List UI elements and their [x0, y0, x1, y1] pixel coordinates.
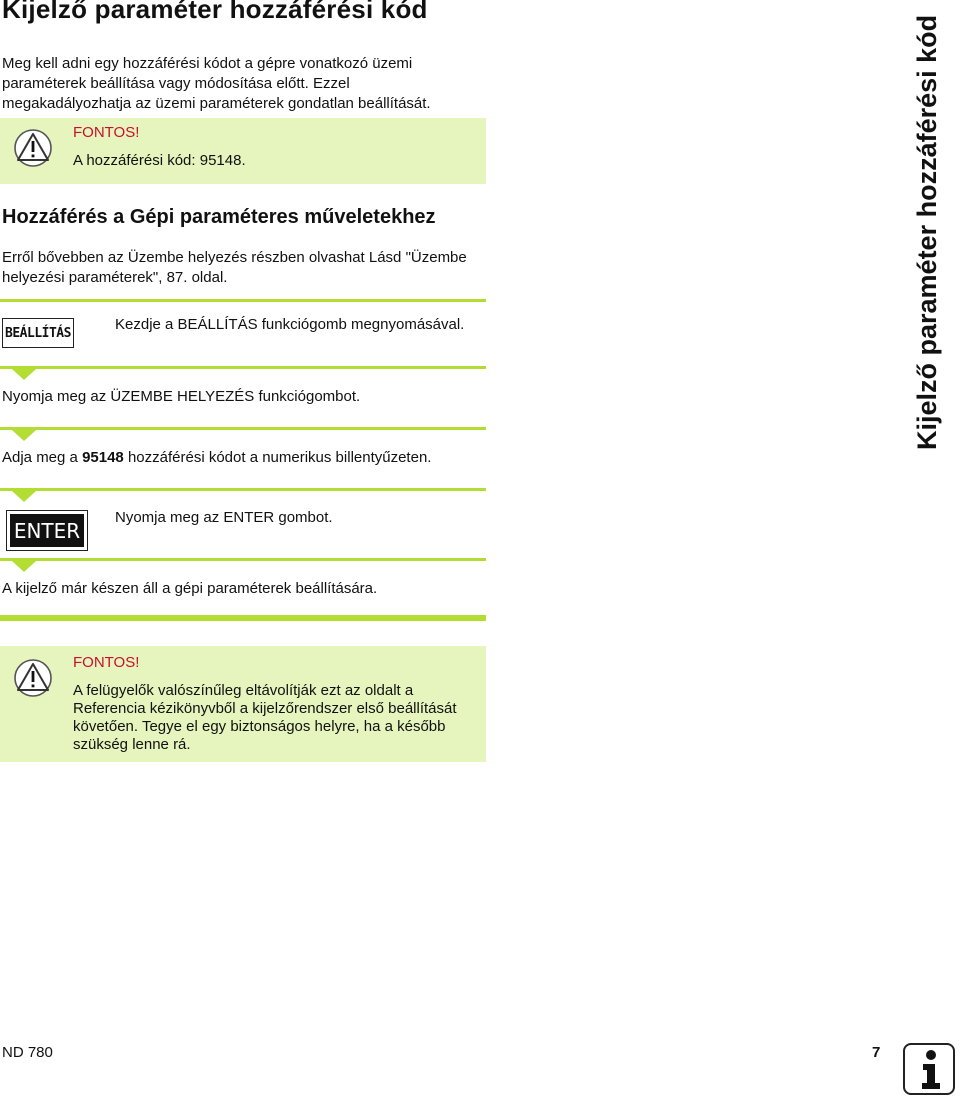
step-arrow-icon — [12, 369, 36, 380]
note-text: A hozzáférési kód: 95148. — [73, 152, 246, 169]
note-line: Referencia kézikönyvből a kijelzőrendszer első beállítását — [73, 700, 457, 717]
result-text: A kijelző már készen áll a gépi paraméterek beállítására. — [2, 580, 378, 597]
section-intro — [2, 248, 488, 288]
step-3-suffix: hozzáférési kódot a numerikus billentyűzeten. — [127, 449, 432, 466]
page-number: 7 — [872, 1044, 881, 1061]
section-intro-line: helyezési paraméterek", 87. oldal. — [2, 269, 228, 286]
enter-key[interactable] — [6, 510, 88, 551]
setup-softkey-label: BEÁLLÍTÁS — [5, 325, 71, 341]
step-divider — [0, 366, 486, 369]
step-divider — [0, 299, 486, 302]
intro-line: paraméterek beállítása vagy módosítása előtt. Ezzel — [2, 75, 350, 92]
step-4-text: Nyomja meg az ENTER gombot. — [115, 509, 333, 526]
page-title: Kijelző paraméter hozzáférési kód — [2, 0, 428, 24]
important-note-removal — [0, 646, 486, 762]
footer-product: ND 780 — [2, 1044, 53, 1061]
step-3-prefix: Adja meg a — [2, 449, 78, 466]
note-line: követően. Tegye el egy biztonságos helyre, ha a később — [73, 718, 446, 735]
step-arrow-icon — [12, 561, 36, 572]
step-3-code: 95148 — [82, 449, 124, 466]
important-note-access-code — [0, 118, 486, 184]
step-divider — [0, 427, 486, 430]
step-arrow-icon — [12, 430, 36, 441]
step-divider — [0, 488, 486, 491]
step-2-text: Nyomja meg az ÜZEMBE HELYEZÉS funkciógombot. — [2, 388, 361, 405]
side-tab-title: Kijelző paraméter hozzáférési kód — [912, 14, 942, 450]
note-line: szükség lenne rá. — [73, 736, 191, 753]
step-3-text — [2, 449, 431, 467]
enter-key-label: ENTER — [10, 514, 84, 547]
section-intro-line: Erről bővebben az Üzembe helyezés részben olvashat Lásd "Üzembe — [2, 249, 467, 266]
warning-triangle-icon — [12, 128, 54, 168]
info-icon — [903, 1043, 955, 1095]
intro-paragraph — [2, 54, 488, 114]
intro-line: megakadályozhatja az üzemi paraméterek gondatlan beállítását. — [2, 95, 431, 112]
section-title: Hozzáférés a Gépi paraméteres műveletekhez — [2, 206, 436, 228]
intro-line: Meg kell adni egy hozzáférési kódot a gépre vonatkozó üzemi — [2, 55, 413, 72]
step-1-text: Kezdje a BEÁLLÍTÁS funkciógomb megnyomásával. — [115, 316, 465, 333]
step-divider — [0, 558, 486, 561]
note-heading: FONTOS! — [73, 654, 140, 671]
note-heading: FONTOS! — [73, 124, 140, 141]
step-arrow-icon — [12, 491, 36, 502]
note-line: A felügyelők valószínűleg eltávolítják ezt az oldalt a — [73, 682, 414, 699]
setup-softkey[interactable] — [2, 318, 74, 348]
section-end-bar — [0, 615, 486, 621]
warning-triangle-icon — [12, 658, 54, 698]
